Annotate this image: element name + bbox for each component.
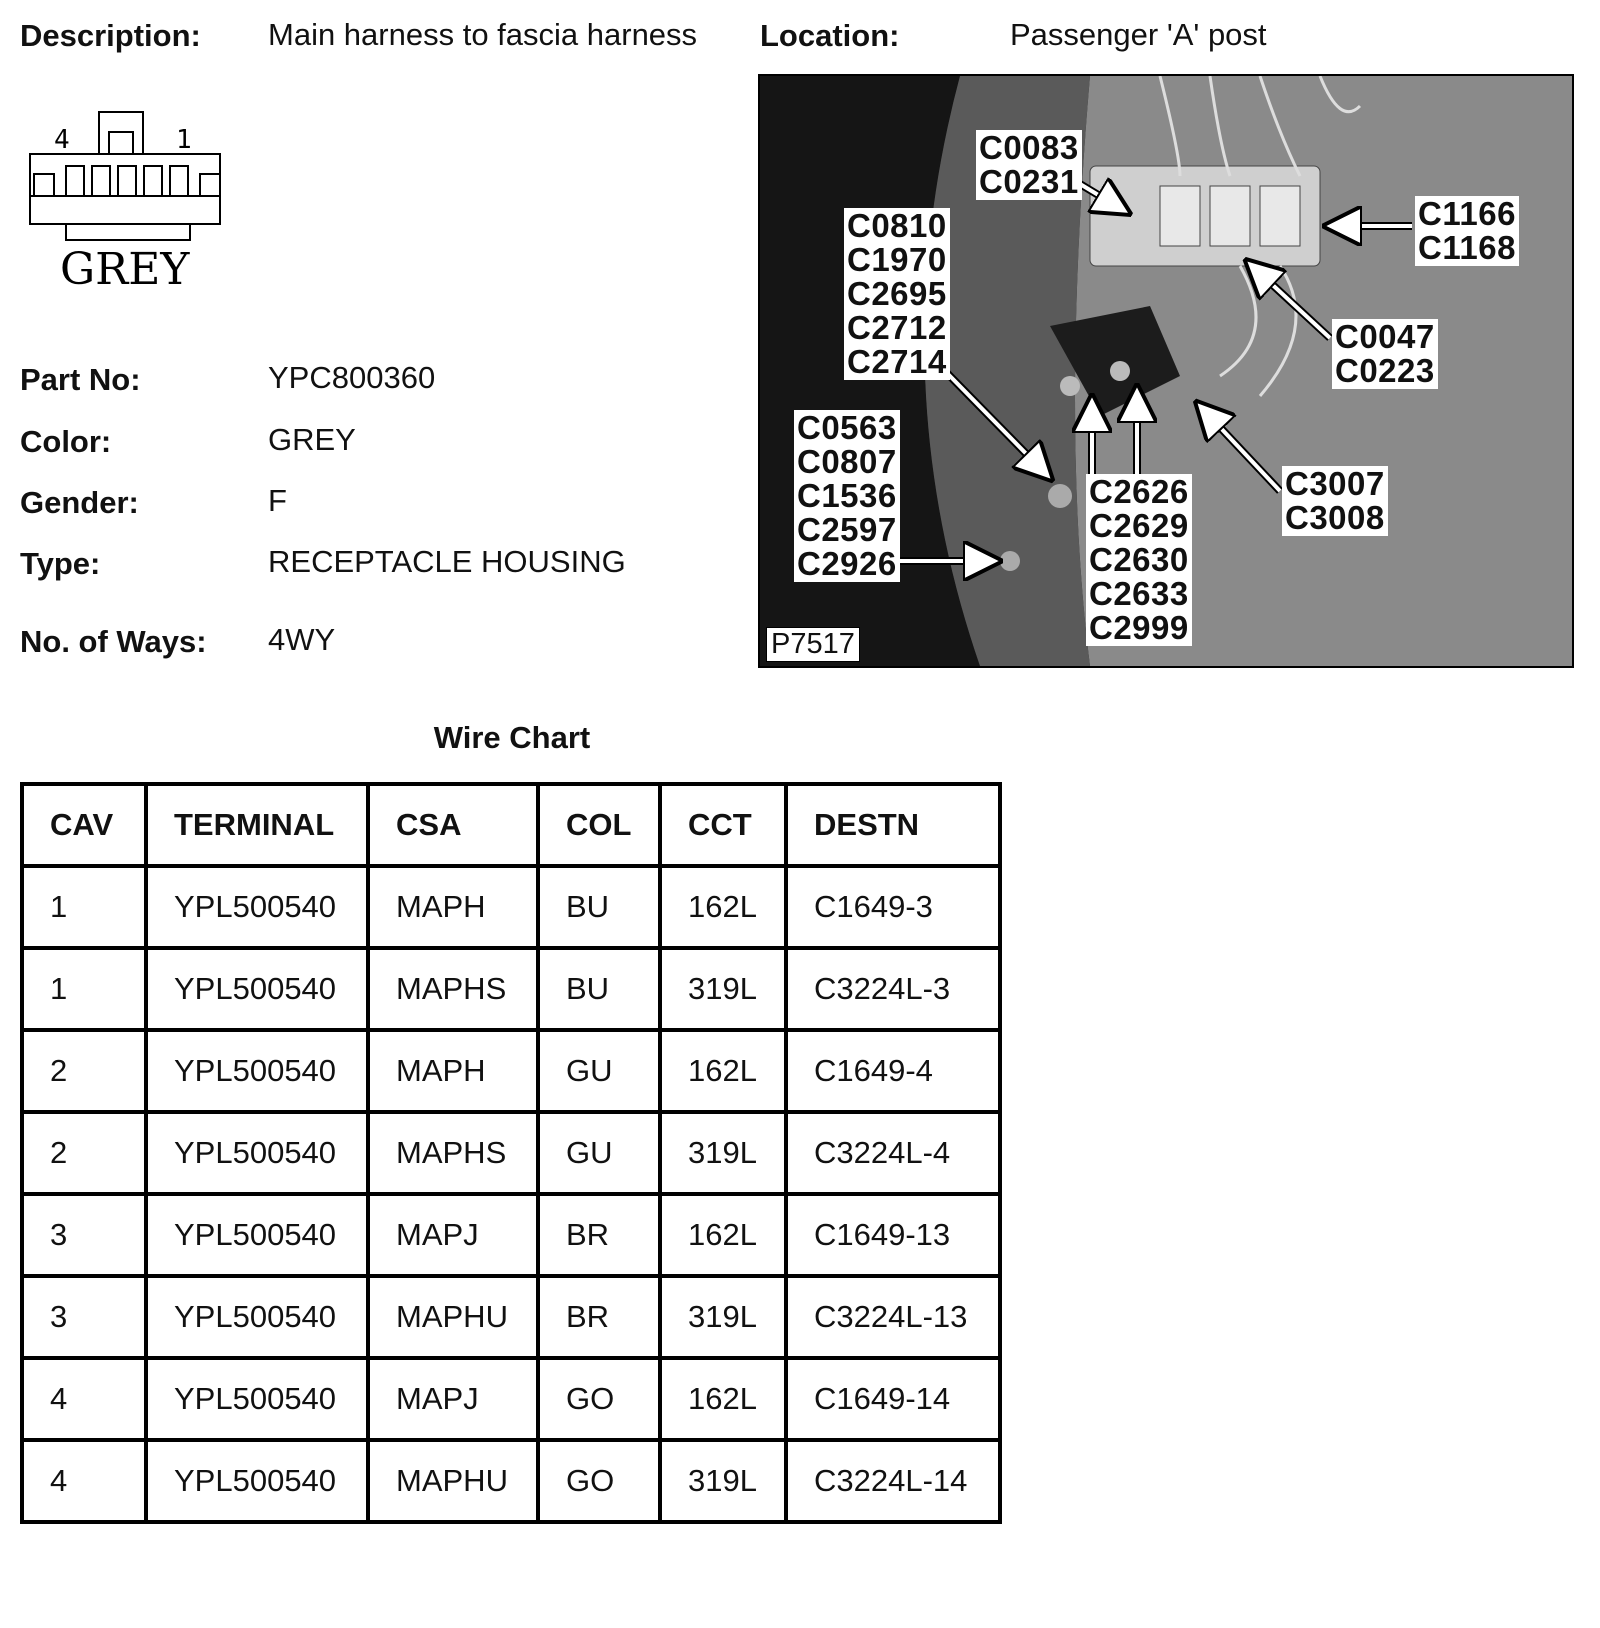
connector-color-label: GREY — [60, 244, 190, 295]
callout-c2626-group: C2626 C2629 C2630 C2633 C2999 — [1086, 474, 1192, 646]
location-value: Passenger 'A' post — [1010, 17, 1267, 52]
table-cell: GU — [538, 1030, 660, 1112]
table-cell: 1 — [22, 866, 146, 948]
callout-c0047-c0223: C0047 C0223 — [1332, 319, 1438, 389]
part-no-label: Part No: — [20, 362, 141, 397]
table-cell: 4 — [22, 1440, 146, 1522]
table-cell: MAPJ — [368, 1358, 538, 1440]
column-header: CSA — [368, 784, 538, 866]
callout-c0563-group: C0563 C0807 C1536 C2597 C2926 — [794, 410, 900, 582]
table-cell: 319L — [660, 1276, 786, 1358]
table-cell: YPL500540 — [146, 1194, 368, 1276]
wire-chart-table — [20, 782, 1002, 1524]
type-value: RECEPTACLE HOUSING — [268, 544, 626, 579]
column-header: CCT — [660, 784, 786, 866]
table-cell: 162L — [660, 866, 786, 948]
callout-c3007-c3008: C3007 C3008 — [1282, 466, 1388, 536]
callout-c0810-group: C0810 C1970 C2695 C2712 C2714 — [844, 208, 950, 380]
table-cell: 319L — [660, 1440, 786, 1522]
table-cell: 3 — [22, 1276, 146, 1358]
table-row — [22, 1194, 1000, 1276]
table-cell: YPL500540 — [146, 948, 368, 1030]
table-cell: C3224L-4 — [786, 1112, 1000, 1194]
gender-label: Gender: — [20, 485, 139, 520]
table-cell: C1649-4 — [786, 1030, 1000, 1112]
table-cell: C1649-14 — [786, 1358, 1000, 1440]
table-cell: MAPHU — [368, 1440, 538, 1522]
table-cell: MAPH — [368, 1030, 538, 1112]
wire-chart-title: Wire Chart — [433, 720, 591, 755]
table-cell: BR — [538, 1276, 660, 1358]
table-cell: YPL500540 — [146, 866, 368, 948]
table-cell: BR — [538, 1194, 660, 1276]
table-cell: MAPH — [368, 866, 538, 948]
table-cell: C3224L-14 — [786, 1440, 1000, 1522]
table-cell: YPL500540 — [146, 1112, 368, 1194]
table-cell: YPL500540 — [146, 1358, 368, 1440]
ways-value: 4WY — [268, 622, 336, 657]
type-label: Type: — [20, 546, 101, 581]
table-cell: 2 — [22, 1112, 146, 1194]
table-cell: BU — [538, 866, 660, 948]
color-value: GREY — [268, 422, 356, 457]
table-cell: MAPHS — [368, 1112, 538, 1194]
table-cell: C3224L-3 — [786, 948, 1000, 1030]
table-row — [22, 1112, 1000, 1194]
table-cell: 162L — [660, 1194, 786, 1276]
location-label: Location: — [760, 18, 900, 53]
photo-reference: P7517 — [766, 627, 860, 662]
pin-label-4: 4 — [54, 125, 70, 155]
table-cell: GO — [538, 1440, 660, 1522]
description-label: Description: — [20, 18, 201, 53]
table-cell: C1649-13 — [786, 1194, 1000, 1276]
table-row — [22, 948, 1000, 1030]
connector-face-drawing — [24, 100, 224, 300]
location-photo — [758, 74, 1574, 668]
column-header: CAV — [22, 784, 146, 866]
table-cell: C1649-3 — [786, 866, 1000, 948]
table-cell: 319L — [660, 948, 786, 1030]
column-header: DESTN — [786, 784, 1000, 866]
pin-label-1: 1 — [176, 125, 192, 155]
callout-c0083-c0231: C0083 C0231 — [976, 130, 1082, 200]
table-row — [22, 1358, 1000, 1440]
table-row — [22, 1030, 1000, 1112]
table-row — [22, 866, 1000, 948]
table-cell: 162L — [660, 1358, 786, 1440]
table-row — [22, 1440, 1000, 1522]
table-cell: C3224L-13 — [786, 1276, 1000, 1358]
table-cell: YPL500540 — [146, 1440, 368, 1522]
table-cell: YPL500540 — [146, 1276, 368, 1358]
description-value: Main harness to fascia harness — [268, 17, 698, 52]
table-cell: 4 — [22, 1358, 146, 1440]
gender-value: F — [268, 483, 287, 518]
table-cell: 162L — [660, 1030, 786, 1112]
table-cell: YPL500540 — [146, 1030, 368, 1112]
color-label: Color: — [20, 424, 112, 459]
table-cell: GU — [538, 1112, 660, 1194]
table-row — [22, 1276, 1000, 1358]
part-no-value: YPC800360 — [268, 360, 436, 395]
table-cell: 319L — [660, 1112, 786, 1194]
table-cell: MAPJ — [368, 1194, 538, 1276]
table-cell: MAPHS — [368, 948, 538, 1030]
table-cell: GO — [538, 1358, 660, 1440]
ways-label: No. of Ways: — [20, 624, 207, 659]
table-cell: 2 — [22, 1030, 146, 1112]
table-header-row — [22, 784, 1000, 866]
callout-c1166-c1168: C1166 C1168 — [1415, 196, 1519, 266]
column-header: TERMINAL — [146, 784, 368, 866]
table-cell: 3 — [22, 1194, 146, 1276]
table-cell: MAPHU — [368, 1276, 538, 1358]
table-cell: 1 — [22, 948, 146, 1030]
column-header: COL — [538, 784, 660, 866]
table-cell: BU — [538, 948, 660, 1030]
